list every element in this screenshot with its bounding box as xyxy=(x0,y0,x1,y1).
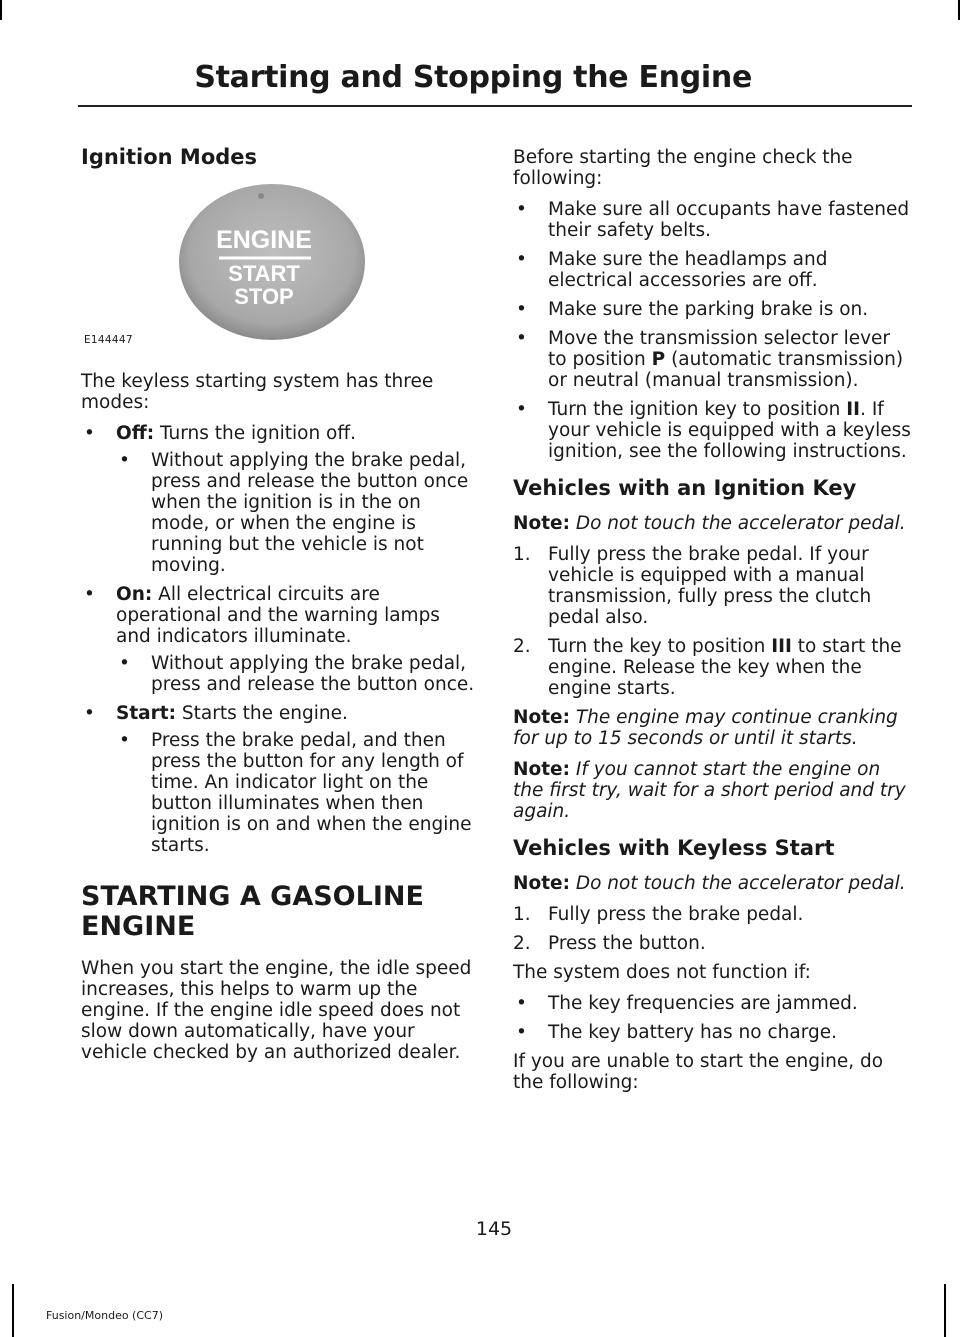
fail-intro: The system does not function if: xyxy=(513,962,811,983)
position-label: III xyxy=(771,636,792,657)
check-text: Move the transmission selector lever to position xyxy=(548,328,891,370)
list-item: • The key battery has no charge. xyxy=(513,1022,911,1043)
figure-code: E144447 xyxy=(84,334,133,346)
list-item xyxy=(81,584,476,695)
step-text: Turn the key to position xyxy=(548,636,772,657)
mode-text: Turns the ignition off. xyxy=(154,423,356,444)
closing-text: If you are unable to start the engine, do the following: xyxy=(513,1051,884,1093)
engine-button-figure xyxy=(81,182,476,359)
mode-label: On: xyxy=(116,584,153,605)
footer-model: Fusion/Mondeo (CC7) xyxy=(46,1309,164,1322)
list-item xyxy=(513,933,911,954)
step-number: 1. xyxy=(513,544,531,565)
list-item xyxy=(513,328,911,391)
page-title: Starting and Stopping the Engine xyxy=(194,60,752,95)
note xyxy=(513,759,911,822)
position-label: P xyxy=(651,349,666,370)
note-label: Note: xyxy=(513,873,570,894)
engine-start-stop-button-icon xyxy=(177,182,367,347)
heading-line-1: STARTING A GASOLINE xyxy=(81,881,424,912)
note-label: Note: xyxy=(513,513,570,534)
position-label: II xyxy=(846,399,861,420)
list-item xyxy=(513,636,911,699)
note-label: Note: xyxy=(513,707,570,728)
button-label-engine: ENGINE xyxy=(216,226,312,254)
step-text: Fully press the brake pedal. xyxy=(548,904,804,925)
step-text: Fully press the brake pedal. If your vehicle is equipped with a manual transmission, fully press the clutch pedal also. xyxy=(548,544,872,628)
mode-label: Off: xyxy=(116,423,155,444)
mode-label: Start: xyxy=(116,703,177,724)
note-text: If you cannot start the engine on the first try, wait for a short period and try again. xyxy=(513,759,906,822)
list-item: • Without applying the brake pedal, press and release the button once. xyxy=(116,653,476,695)
check-text: Make sure the parking brake is on. xyxy=(548,299,869,320)
list-item xyxy=(513,199,911,241)
mode-text: All electrical circuits are operational and the warning lamps and indicators illuminate. xyxy=(116,584,440,647)
list-item xyxy=(513,544,911,628)
note-text: Do not touch the accelerator pedal. xyxy=(569,513,906,534)
check-text: Make sure the headlamps and electrical accessories are off. xyxy=(548,249,828,291)
list-item xyxy=(81,703,476,856)
list-item: • Without applying the brake pedal, press and release the button once when the ignition is in the on mode, or when the engine is running but the vehicle is not moving. xyxy=(116,450,476,576)
section-heading-ignition-key: Vehicles with an Ignition Key xyxy=(513,476,857,500)
page-number: 145 xyxy=(475,1218,513,1240)
section-heading-keyless-start: Vehicles with Keyless Start xyxy=(513,836,835,860)
step-number: 2. xyxy=(513,933,531,954)
check-text: (automatic transmission) or neutral (manual transmission). xyxy=(548,349,904,391)
crop-mark-bottom-right xyxy=(944,1284,946,1337)
list-item xyxy=(513,249,911,291)
button-label-stop: STOP xyxy=(234,284,294,309)
step-number: 1. xyxy=(513,904,531,925)
note-label: Note: xyxy=(513,759,570,780)
step-number: 2. xyxy=(513,636,531,657)
step-text: Press the button. xyxy=(548,933,706,954)
crop-mark-bottom-left xyxy=(12,1284,14,1337)
note-text: The engine may continue cranking for up to 15 seconds or until it starts. xyxy=(513,707,898,749)
list-item: • The key frequencies are jammed. xyxy=(513,993,911,1014)
checks-intro: Before starting the engine check the following: xyxy=(513,147,853,189)
section-heading-starting-gasoline xyxy=(81,882,476,942)
gasoline-paragraph: When you start the engine, the idle speed increases, this helps to warm up the engine. If the engine idle speed does not slow down automatically, have your vehicle checked by an authorized dealer. xyxy=(81,958,472,1063)
note xyxy=(513,707,911,749)
keyless-steps-list xyxy=(513,904,911,954)
check-text: Make sure all occupants have fastened their safety belts. xyxy=(548,199,910,241)
intro-text: The keyless starting system has three modes: xyxy=(81,371,434,413)
list-item xyxy=(513,299,911,320)
key-steps-list xyxy=(513,544,911,699)
ignition-modes-list xyxy=(81,423,476,856)
note xyxy=(513,513,911,534)
section-heading-ignition-modes: Ignition Modes xyxy=(81,145,258,169)
list-item xyxy=(513,399,911,462)
button-label-start: START xyxy=(228,261,300,286)
checks-list xyxy=(513,199,911,462)
check-text: Turn the ignition key to position xyxy=(548,399,847,420)
heading-line-2: ENGINE xyxy=(81,911,196,942)
note xyxy=(513,873,911,894)
list-item xyxy=(81,423,476,576)
header-divider xyxy=(78,105,912,107)
right-column xyxy=(513,147,911,1103)
check-text: . If your vehicle is equipped with a keyless ignition, see the following instructions. xyxy=(548,399,911,462)
note-text: Do not touch the accelerator pedal. xyxy=(569,873,906,894)
step-text: to start the engine. Release the key when the engine starts. xyxy=(548,636,902,699)
fail-list xyxy=(513,993,911,1043)
list-item xyxy=(513,904,911,925)
list-item: • Press the brake pedal, and then press the button for any length of time. An indicator light on the button illuminates when then ignition is on and when the engine starts. xyxy=(116,730,476,856)
crop-mark-top-left xyxy=(0,0,2,20)
left-column xyxy=(81,147,476,1073)
mode-text: Starts the engine. xyxy=(176,703,348,724)
